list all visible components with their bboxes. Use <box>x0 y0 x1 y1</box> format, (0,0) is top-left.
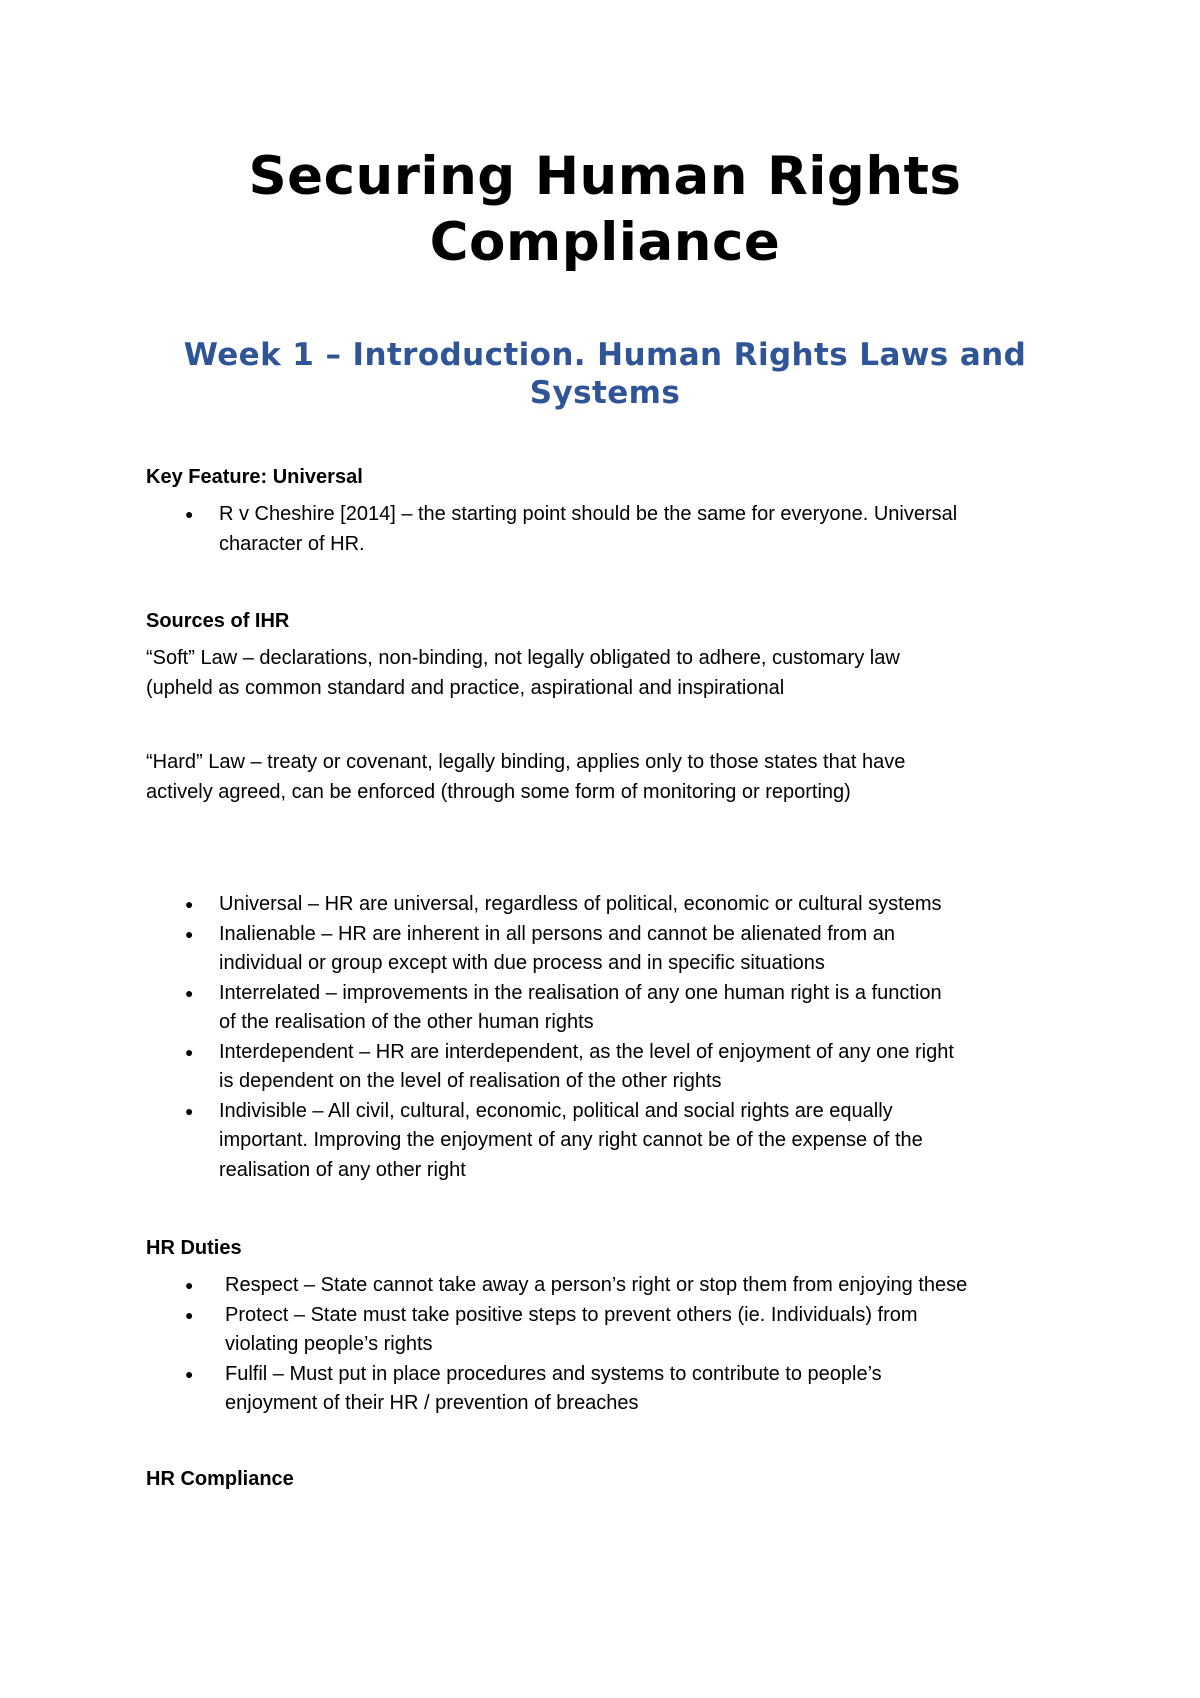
bullet-icon: ● <box>185 1306 194 1323</box>
title-line-2: Compliance <box>429 212 781 273</box>
list-item <box>185 979 1065 1038</box>
bullet-icon: ● <box>185 896 194 912</box>
list-item-line: Inalienable – HR are inherent in all persons and cannot be alienated from an <box>219 922 895 945</box>
hard-law-paragraph <box>146 748 1066 807</box>
duties-list <box>185 1271 1065 1419</box>
list-item-line: Protect – State must take positive steps to prevent others (ie. Individuals) from <box>225 1303 918 1326</box>
sources-heading: Sources of IHR <box>146 610 290 632</box>
duties-heading: HR Duties <box>146 1237 242 1259</box>
list-item-line: R v Cheshire [2014] – the starting point should be the same for everyone. Universal <box>219 503 958 525</box>
principles-list <box>185 890 1065 1185</box>
bullet-icon: ● <box>185 925 194 942</box>
list-item <box>185 1097 1065 1186</box>
list-item <box>185 890 1065 920</box>
soft-law-paragraph <box>146 644 1066 703</box>
list-item-line: individual or group except with due process and in specific situations <box>219 952 825 974</box>
list-item <box>185 1038 1065 1097</box>
week-heading-line-1: Week 1 – Introduction. Human Rights Laws and <box>183 337 1027 373</box>
list-item-line: character of HR. <box>219 532 365 555</box>
key-feature-list <box>185 500 1065 559</box>
bullet-icon: ● <box>185 1102 194 1119</box>
list-item <box>185 1271 1065 1301</box>
title-line-1: Securing Human Rights <box>248 146 962 207</box>
list-item-line: Respect – State cannot take away a person’s right or stop them from enjoying these <box>225 1274 968 1296</box>
bullet-icon: ● <box>185 1365 194 1382</box>
paragraph-line: actively agreed, can be enforced (through some form of monitoring or reporting) <box>146 780 851 803</box>
paragraph-line: “Hard” Law – treaty or covenant, legally binding, applies only to those states that have <box>146 751 906 773</box>
list-item-line: Fulfil – Must put in place procedures and systems to contribute to people’s <box>225 1362 882 1385</box>
list-item <box>185 1360 1065 1419</box>
week-heading <box>150 336 1060 412</box>
paragraph-line: “Soft” Law – declarations, non-binding, not legally obligated to adhere, customary law <box>146 647 900 669</box>
key-feature-heading: Key Feature: Universal <box>146 466 363 488</box>
list-item-line: Interdependent – HR are interdependent, as the level of enjoyment of any one right <box>219 1040 954 1063</box>
list-item <box>185 500 1065 559</box>
list-item-line: is dependent on the level of realisation of the other rights <box>219 1070 722 1092</box>
list-item-line: Universal – HR are universal, regardless of political, economic or cultural systems <box>219 893 942 915</box>
bullet-icon: ● <box>185 506 194 522</box>
bullet-icon: ● <box>185 984 194 1001</box>
list-item-line: Interrelated – improvements in the realisation of any one human right is a function <box>219 981 942 1004</box>
bullet-icon: ● <box>185 1043 194 1060</box>
bullet-icon: ● <box>185 1277 194 1293</box>
list-item-line: of the realisation of the other human rights <box>219 1011 594 1033</box>
list-item-line: important. Improving the enjoyment of any right cannot be of the expense of the <box>219 1129 923 1151</box>
list-item <box>185 1301 1065 1360</box>
list-item-line: realisation of any other right <box>219 1158 466 1181</box>
list-item-line: Indivisible – All civil, cultural, economic, political and social rights are equally <box>219 1099 893 1122</box>
list-item <box>185 920 1065 979</box>
list-item-line: enjoyment of their HR / prevention of breaches <box>225 1392 639 1414</box>
paragraph-line: (upheld as common standard and practice, aspirational and inspirational <box>146 676 785 699</box>
list-item-line: violating people’s rights <box>225 1333 433 1355</box>
compliance-heading: HR Compliance <box>146 1468 294 1490</box>
document-title <box>150 144 1060 276</box>
week-heading-line-2: Systems <box>529 375 681 411</box>
